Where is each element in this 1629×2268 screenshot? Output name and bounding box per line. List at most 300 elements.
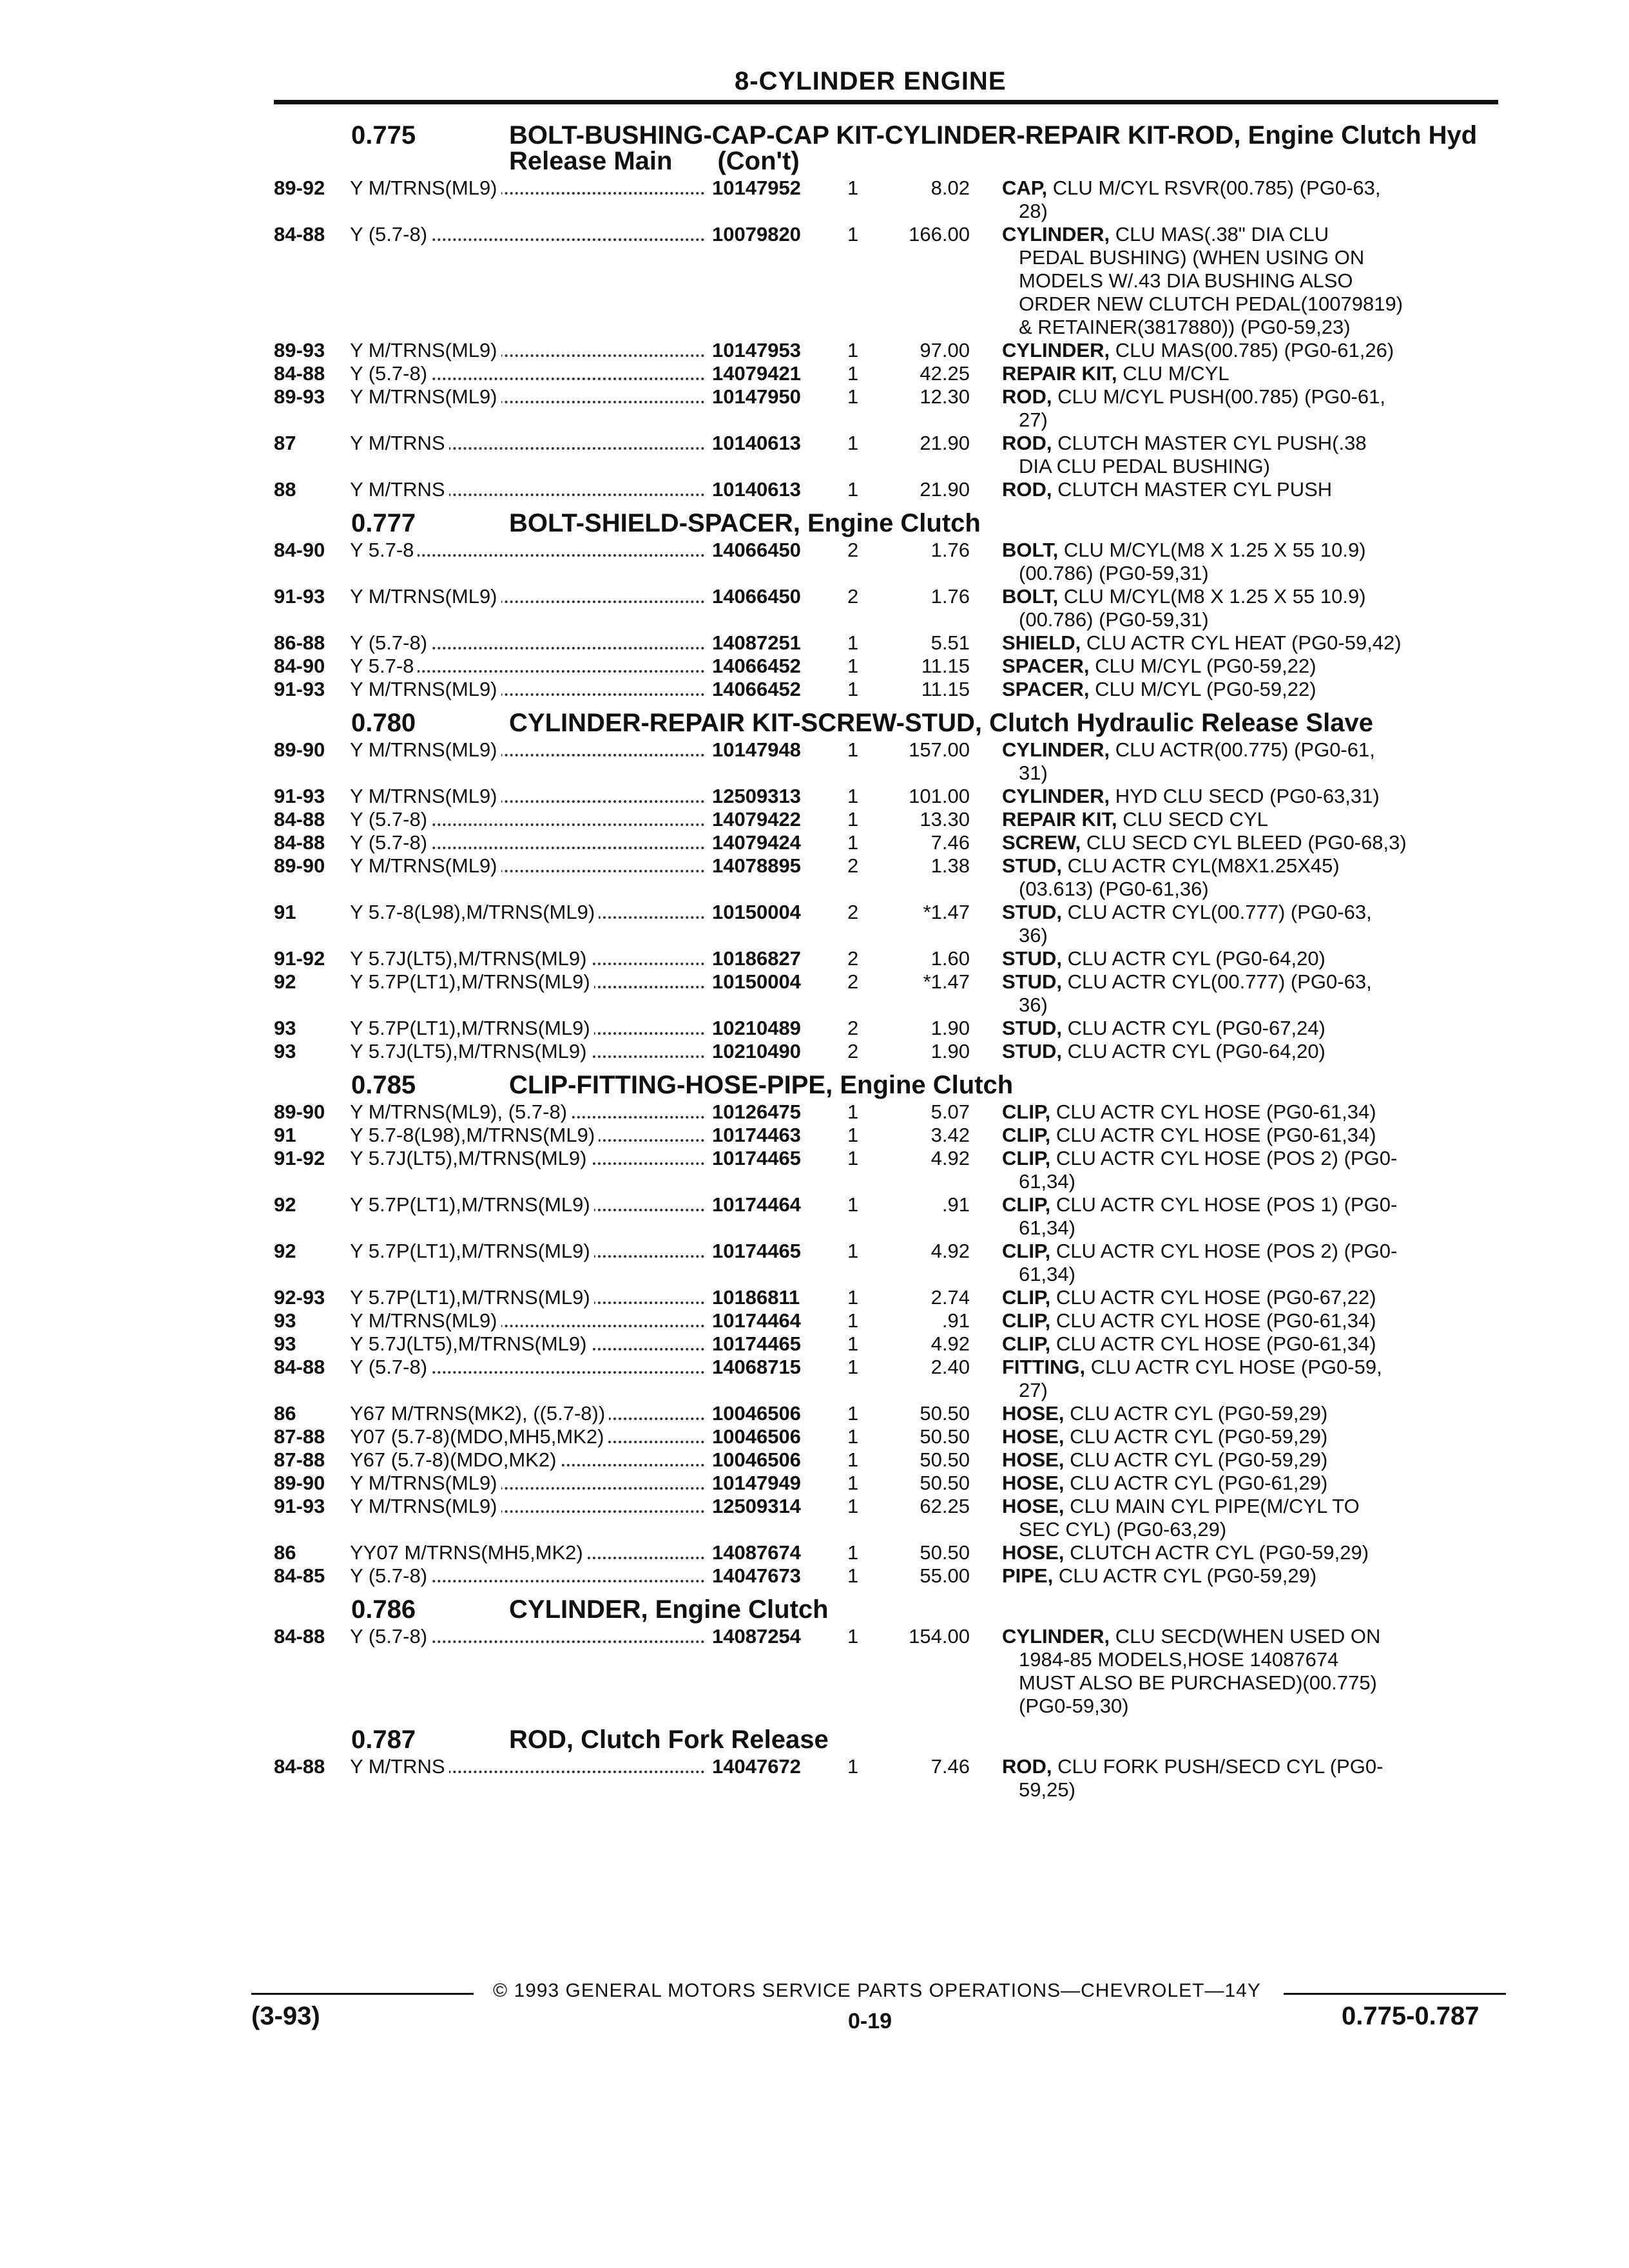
description-text: CLUTCH ACTR CYL (PG0-59,29) bbox=[1070, 1541, 1369, 1564]
part-row bbox=[274, 1472, 1498, 1495]
part-number: 10140613 bbox=[712, 432, 801, 454]
part-description bbox=[1002, 1541, 1479, 1564]
part-name: CLIP, bbox=[1002, 1286, 1051, 1309]
part-description bbox=[1002, 177, 1479, 223]
model-year: 88 bbox=[274, 478, 296, 501]
description-text: CLU ACTR CYL HOSE (PG0-61,34) bbox=[1055, 1100, 1376, 1123]
description-text: CLU MAS(.38" DIA CLU bbox=[1115, 223, 1329, 245]
vehicle-model-text: Y67 M/TRNS(MK2), ((5.7-8)) bbox=[350, 1402, 609, 1425]
part-name: CYLINDER, bbox=[1002, 223, 1110, 245]
price: 50.50 bbox=[920, 1541, 970, 1564]
model-year: 84-85 bbox=[274, 1564, 325, 1587]
part-row bbox=[274, 1332, 1498, 1356]
section-title bbox=[509, 1072, 1498, 1098]
price: 4.92 bbox=[930, 1332, 970, 1355]
vehicle-model-text: Y (5.7-8) bbox=[350, 1625, 431, 1648]
price: 12.30 bbox=[920, 385, 970, 408]
part-name: ROD, bbox=[1002, 1755, 1052, 1778]
description-continuation: MUST ALSO BE PURCHASED)(00.775) bbox=[1019, 1671, 1377, 1694]
price: 7.46 bbox=[930, 831, 970, 854]
vehicle-model bbox=[350, 1425, 712, 1448]
vehicle-model bbox=[350, 1402, 712, 1425]
vehicle-model bbox=[350, 785, 712, 808]
model-year: 87-88 bbox=[274, 1425, 325, 1448]
quantity: 1 bbox=[847, 177, 859, 199]
vehicle-model-text: Y M/TRNS(ML9) bbox=[350, 738, 501, 761]
section-heading bbox=[274, 122, 1498, 174]
quantity: 1 bbox=[847, 1147, 859, 1169]
vehicle-model bbox=[350, 478, 712, 501]
model-year: 84-88 bbox=[274, 808, 325, 831]
vehicle-model bbox=[350, 1356, 712, 1379]
price: 97.00 bbox=[920, 339, 970, 361]
part-description bbox=[1002, 808, 1479, 831]
quantity: 1 bbox=[847, 1564, 859, 1587]
price: 1.90 bbox=[930, 1017, 970, 1039]
description-text: CLU M/CYL(M8 X 1.25 X 55 10.9) bbox=[1063, 585, 1366, 608]
vehicle-model-text: Y (5.7-8) bbox=[350, 1356, 431, 1378]
vehicle-model bbox=[350, 808, 712, 831]
description-continuation: (PG0-59,30) bbox=[1019, 1695, 1129, 1717]
quantity: 1 bbox=[847, 1495, 859, 1517]
description-text: CLU ACTR CYL HOSE (POS 2) (PG0- bbox=[1055, 1240, 1398, 1262]
part-number: 10147950 bbox=[712, 385, 801, 408]
price: 5.51 bbox=[930, 631, 970, 654]
vehicle-model-text: Y (5.7-8) bbox=[350, 831, 431, 854]
part-number: 14068715 bbox=[712, 1356, 801, 1378]
vehicle-model-text: Y 5.7P(LT1),M/TRNS(ML9) bbox=[350, 970, 594, 993]
part-name: CYLINDER, bbox=[1002, 738, 1110, 761]
part-name: CAP, bbox=[1002, 177, 1048, 199]
model-year: 91 bbox=[274, 901, 296, 923]
vehicle-model bbox=[350, 1541, 712, 1564]
quantity: 1 bbox=[847, 1286, 859, 1309]
part-row bbox=[274, 362, 1498, 385]
description-continuation: 59,25) bbox=[1019, 1778, 1075, 1801]
model-year: 93 bbox=[274, 1017, 296, 1039]
price: 1.90 bbox=[930, 1040, 970, 1062]
part-number: 10147949 bbox=[712, 1472, 801, 1494]
vehicle-model-text: Y 5.7P(LT1),M/TRNS(ML9) bbox=[350, 1193, 594, 1216]
description-continuation: 28) bbox=[1019, 200, 1048, 222]
part-row bbox=[274, 1541, 1498, 1564]
part-description bbox=[1002, 901, 1479, 947]
quantity: 1 bbox=[847, 1356, 859, 1378]
vehicle-model bbox=[350, 1100, 712, 1124]
part-description bbox=[1002, 1100, 1479, 1124]
quantity: 1 bbox=[847, 478, 859, 501]
part-description bbox=[1002, 585, 1479, 631]
part-name: HOSE, bbox=[1002, 1495, 1065, 1517]
description-continuation: (00.786) (PG0-59,31) bbox=[1019, 562, 1209, 584]
section-heading bbox=[274, 1072, 1498, 1098]
part-row bbox=[274, 539, 1498, 585]
description-text: CLU ACTR CYL HEAT (PG0-59,42) bbox=[1086, 631, 1402, 654]
part-description bbox=[1002, 831, 1479, 854]
section-rows bbox=[274, 1755, 1498, 1802]
description-text: CLU ACTR CYL (PG0-59,29) bbox=[1070, 1448, 1328, 1471]
vehicle-model-text: Y M/TRNS(ML9) bbox=[350, 1309, 501, 1332]
part-number: 10079820 bbox=[712, 223, 801, 245]
footer-copyright: © 1993 GENERAL MOTORS SERVICE PARTS OPERATIONS—CHEVROLET—14Y bbox=[493, 1980, 1261, 2001]
description-text: CLU ACTR CYL(00.777) (PG0-63, bbox=[1067, 970, 1372, 993]
part-number: 10140613 bbox=[712, 478, 801, 501]
price: 1.38 bbox=[930, 854, 970, 877]
section-title bbox=[509, 122, 1498, 174]
description-text: CLU ACTR CYL HOSE (POS 1) (PG0- bbox=[1055, 1193, 1398, 1216]
quantity: 2 bbox=[847, 947, 859, 970]
part-name: REPAIR KIT, bbox=[1002, 808, 1117, 831]
model-year: 89-90 bbox=[274, 1100, 325, 1123]
description-text: CLUTCH MASTER CYL PUSH bbox=[1057, 478, 1333, 501]
section-code: 0.787 bbox=[351, 1725, 416, 1754]
part-description bbox=[1002, 970, 1479, 1017]
part-number: 14078895 bbox=[712, 854, 801, 877]
catalog-section bbox=[274, 1072, 1498, 1588]
part-description bbox=[1002, 223, 1479, 339]
part-number: 10046506 bbox=[712, 1448, 801, 1471]
part-row bbox=[274, 1100, 1498, 1124]
description-continuation: 36) bbox=[1019, 994, 1048, 1016]
quantity: 2 bbox=[847, 854, 859, 877]
quantity: 1 bbox=[847, 223, 859, 245]
parts-listing bbox=[274, 116, 1498, 1802]
vehicle-model-text: Y M/TRNS bbox=[350, 478, 449, 501]
footer-page-number: 0-19 bbox=[848, 2009, 892, 2033]
price: 3.42 bbox=[930, 1124, 970, 1146]
quantity: 1 bbox=[847, 1625, 859, 1648]
model-year: 86 bbox=[274, 1541, 296, 1564]
description-text: CLU ACTR CYL (PG0-59,29) bbox=[1070, 1402, 1328, 1425]
quantity: 1 bbox=[847, 1309, 859, 1332]
quantity: 1 bbox=[847, 738, 859, 761]
part-row bbox=[274, 223, 1498, 339]
part-row bbox=[274, 738, 1498, 785]
price: 4.92 bbox=[930, 1240, 970, 1262]
quantity: 1 bbox=[847, 1755, 859, 1778]
part-name: ROD, bbox=[1002, 432, 1052, 454]
vehicle-model-text: Y M/TRNS(ML9) bbox=[350, 1495, 501, 1517]
description-text: CLU FORK PUSH/SECD CYL (PG0- bbox=[1057, 1755, 1383, 1778]
model-year: 91-92 bbox=[274, 947, 325, 970]
part-number: 10046506 bbox=[712, 1425, 801, 1448]
model-year: 91-93 bbox=[274, 585, 325, 608]
part-number: 10147948 bbox=[712, 738, 801, 761]
part-row bbox=[274, 678, 1498, 701]
price: 42.25 bbox=[920, 362, 970, 385]
part-description bbox=[1002, 1448, 1479, 1472]
vehicle-model-text: Y M/TRNS bbox=[350, 1755, 449, 1778]
quantity: 1 bbox=[847, 655, 859, 677]
part-name: ROD, bbox=[1002, 385, 1052, 408]
part-number: 14066450 bbox=[712, 539, 801, 561]
vehicle-model bbox=[350, 1755, 712, 1778]
part-name: SPACER, bbox=[1002, 655, 1090, 677]
quantity: 1 bbox=[847, 385, 859, 408]
section-continued-note: (Con't) bbox=[717, 147, 800, 175]
part-number: 10174465 bbox=[712, 1147, 801, 1169]
description-text: CLU M/CYL(M8 X 1.25 X 55 10.9) bbox=[1063, 539, 1366, 561]
vehicle-model-text: Y M/TRNS(ML9) bbox=[350, 854, 501, 877]
part-number: 10126475 bbox=[712, 1100, 801, 1123]
model-year: 93 bbox=[274, 1040, 296, 1062]
part-description bbox=[1002, 1402, 1479, 1425]
quantity: 1 bbox=[847, 1193, 859, 1216]
part-row bbox=[274, 1564, 1498, 1588]
part-row bbox=[274, 1240, 1498, 1286]
part-name: STUD, bbox=[1002, 970, 1062, 993]
price: 50.50 bbox=[920, 1472, 970, 1494]
part-row bbox=[274, 1425, 1498, 1448]
description-text: CLU M/CYL (PG0-59,22) bbox=[1095, 655, 1316, 677]
vehicle-model-text: Y 5.7J(LT5),M/TRNS(ML9) bbox=[350, 1332, 590, 1355]
quantity: 2 bbox=[847, 970, 859, 993]
description-text: CLU ACTR CYL (PG0-67,24) bbox=[1067, 1017, 1325, 1039]
part-number: 10174464 bbox=[712, 1309, 801, 1332]
part-description bbox=[1002, 1040, 1479, 1063]
part-name: STUD, bbox=[1002, 1017, 1062, 1039]
part-description bbox=[1002, 1425, 1479, 1448]
vehicle-model-text: Y 5.7-8(L98),M/TRNS(ML9) bbox=[350, 1124, 599, 1146]
description-text: CLUTCH MASTER CYL PUSH(.38 bbox=[1057, 432, 1367, 454]
quantity: 1 bbox=[847, 678, 859, 700]
vehicle-model bbox=[350, 631, 712, 655]
vehicle-model-text: Y (5.7-8) bbox=[350, 1564, 431, 1587]
part-row bbox=[274, 339, 1498, 362]
model-year: 89-90 bbox=[274, 854, 325, 877]
part-description bbox=[1002, 1147, 1479, 1193]
model-year: 91-93 bbox=[274, 678, 325, 700]
part-description bbox=[1002, 631, 1479, 655]
vehicle-model-text: Y 5.7-8 bbox=[350, 655, 418, 677]
vehicle-model-text: Y 5.7-8 bbox=[350, 539, 418, 561]
part-row bbox=[274, 1755, 1498, 1802]
quantity: 1 bbox=[847, 1100, 859, 1123]
description-continuation: & RETAINER(3817880)) (PG0-59,23) bbox=[1019, 316, 1351, 338]
vehicle-model-text: Y 5.7P(LT1),M/TRNS(ML9) bbox=[350, 1017, 594, 1039]
vehicle-model-text: Y M/TRNS(ML9) bbox=[350, 678, 501, 700]
part-name: CLIP, bbox=[1002, 1147, 1051, 1169]
description-continuation: MODELS W/.43 DIA BUSHING ALSO bbox=[1019, 269, 1353, 292]
vehicle-model bbox=[350, 362, 712, 385]
part-number: 10150004 bbox=[712, 901, 801, 923]
part-number: 10210489 bbox=[712, 1017, 801, 1039]
price: 8.02 bbox=[930, 177, 970, 199]
price: 1.60 bbox=[930, 947, 970, 970]
part-name: HOSE, bbox=[1002, 1472, 1065, 1494]
description-text: HYD CLU SECD (PG0-63,31) bbox=[1115, 785, 1380, 807]
model-year: 84-88 bbox=[274, 1356, 325, 1378]
part-row bbox=[274, 1040, 1498, 1063]
description-text: CLU ACTR(00.775) (PG0-61, bbox=[1115, 738, 1375, 761]
vehicle-model bbox=[350, 738, 712, 762]
description-text: CLU ACTR CYL HOSE (PG0-67,22) bbox=[1055, 1286, 1376, 1309]
section-heading bbox=[274, 1727, 1498, 1753]
model-year: 84-90 bbox=[274, 655, 325, 677]
vehicle-model-text: Y M/TRNS(ML9) bbox=[350, 785, 501, 807]
part-description bbox=[1002, 1495, 1479, 1541]
part-name: CLIP, bbox=[1002, 1193, 1051, 1216]
part-number: 10174465 bbox=[712, 1240, 801, 1262]
part-number: 14079422 bbox=[712, 808, 801, 831]
vehicle-model-text: Y M/TRNS bbox=[350, 432, 449, 454]
price: 2.40 bbox=[930, 1356, 970, 1378]
quantity: 1 bbox=[847, 1240, 859, 1262]
part-number: 14079424 bbox=[712, 831, 801, 854]
part-row bbox=[274, 1402, 1498, 1425]
section-rows bbox=[274, 738, 1498, 1063]
description-continuation: 61,34) bbox=[1019, 1216, 1075, 1239]
model-year: 92-93 bbox=[274, 1286, 325, 1309]
section-heading bbox=[274, 510, 1498, 536]
part-description bbox=[1002, 1625, 1479, 1718]
part-number: 14079421 bbox=[712, 362, 801, 385]
vehicle-model bbox=[350, 585, 712, 608]
vehicle-model-text: Y M/TRNS(ML9) bbox=[350, 1472, 501, 1494]
catalog-section bbox=[274, 1597, 1498, 1718]
model-year: 89-90 bbox=[274, 1472, 325, 1494]
part-row bbox=[274, 1356, 1498, 1402]
description-text: CLU ACTR CYL(M8X1.25X45) bbox=[1067, 854, 1340, 877]
part-number: 10186827 bbox=[712, 947, 801, 970]
description-text: CLU ACTR CYL (PG0-59,29) bbox=[1058, 1564, 1317, 1587]
price: 50.50 bbox=[920, 1448, 970, 1471]
part-number: 10210490 bbox=[712, 1040, 801, 1062]
vehicle-model bbox=[350, 947, 712, 970]
section-title bbox=[509, 710, 1498, 736]
vehicle-model bbox=[350, 223, 712, 246]
part-description bbox=[1002, 678, 1479, 701]
part-row bbox=[274, 1448, 1498, 1472]
quantity: 1 bbox=[847, 1472, 859, 1494]
part-name: CLIP, bbox=[1002, 1309, 1051, 1332]
vehicle-model-text: Y M/TRNS(ML9) bbox=[350, 385, 501, 408]
part-description bbox=[1002, 947, 1479, 970]
part-number: 12509313 bbox=[712, 785, 801, 807]
part-number: 10174463 bbox=[712, 1124, 801, 1146]
part-row bbox=[274, 1495, 1498, 1541]
part-name: ROD, bbox=[1002, 478, 1052, 501]
description-continuation: 27) bbox=[1019, 408, 1048, 431]
vehicle-model bbox=[350, 655, 712, 678]
part-row bbox=[274, 808, 1498, 831]
model-year: 86 bbox=[274, 1402, 296, 1425]
catalog-section bbox=[274, 1727, 1498, 1802]
vehicle-model bbox=[350, 1240, 712, 1263]
part-number: 14087251 bbox=[712, 631, 801, 654]
description-text: CLU ACTR CYL HOSE (POS 2) (PG0- bbox=[1055, 1147, 1398, 1169]
page-header-title: 8-CYLINDER ENGINE bbox=[735, 67, 1007, 95]
part-row bbox=[274, 585, 1498, 631]
part-row bbox=[274, 1193, 1498, 1240]
description-continuation: 61,34) bbox=[1019, 1263, 1075, 1285]
vehicle-model bbox=[350, 1309, 712, 1332]
price: .91 bbox=[941, 1309, 970, 1332]
part-description bbox=[1002, 478, 1479, 501]
vehicle-model-text: Y (5.7-8) bbox=[350, 223, 431, 245]
quantity: 2 bbox=[847, 1040, 859, 1062]
part-description bbox=[1002, 539, 1479, 585]
part-description bbox=[1002, 1240, 1479, 1286]
price: 11.15 bbox=[921, 678, 970, 700]
part-row bbox=[274, 831, 1498, 854]
vehicle-model bbox=[350, 177, 712, 200]
description-continuation: SEC CYL) (PG0-63,29) bbox=[1019, 1518, 1227, 1541]
part-number: 14047672 bbox=[712, 1755, 801, 1778]
part-name: STUD, bbox=[1002, 947, 1062, 970]
vehicle-model bbox=[350, 1448, 712, 1472]
footer-date: (3-93) bbox=[251, 2002, 320, 2030]
part-name: HOSE, bbox=[1002, 1448, 1065, 1471]
part-description bbox=[1002, 655, 1479, 678]
section-title bbox=[509, 1727, 1498, 1753]
part-row bbox=[274, 1147, 1498, 1193]
description-text: CLU ACTR CYL (PG0-59,29) bbox=[1070, 1425, 1328, 1448]
vehicle-model bbox=[350, 1564, 712, 1588]
price: *1.47 bbox=[923, 970, 970, 993]
section-title-text: BOLT-SHIELD-SPACER, Engine Clutch bbox=[509, 509, 981, 537]
part-name: SCREW, bbox=[1002, 831, 1081, 854]
part-name: HOSE, bbox=[1002, 1541, 1065, 1564]
description-text: CLU M/CYL PUSH(00.785) (PG0-61, bbox=[1057, 385, 1385, 408]
section-heading bbox=[274, 710, 1498, 736]
description-text: CLU ACTR CYL(00.777) (PG0-63, bbox=[1067, 901, 1372, 923]
description-continuation: (03.613) (PG0-61,36) bbox=[1019, 878, 1209, 900]
vehicle-model bbox=[350, 678, 712, 701]
footer-rule-right bbox=[1284, 1993, 1506, 1995]
vehicle-model bbox=[350, 1193, 712, 1216]
description-continuation: 1984-85 MODELS,HOSE 14087674 bbox=[1019, 1648, 1339, 1671]
description-continuation: 27) bbox=[1019, 1379, 1048, 1401]
model-year: 93 bbox=[274, 1332, 296, 1355]
description-continuation: (00.786) (PG0-59,31) bbox=[1019, 608, 1209, 631]
vehicle-model-text: Y 5.7P(LT1),M/TRNS(ML9) bbox=[350, 1240, 594, 1262]
part-row bbox=[274, 655, 1498, 678]
section-rows bbox=[274, 539, 1498, 701]
model-year: 86-88 bbox=[274, 631, 325, 654]
quantity: 1 bbox=[847, 1448, 859, 1471]
model-year: 92 bbox=[274, 1240, 296, 1262]
section-title bbox=[509, 510, 1498, 536]
vehicle-model bbox=[350, 539, 712, 562]
quantity: 2 bbox=[847, 539, 859, 561]
description-text: CLU ACTR CYL (PG0-64,20) bbox=[1067, 1040, 1325, 1062]
part-row bbox=[274, 1124, 1498, 1147]
price: 101.00 bbox=[909, 785, 970, 807]
part-row bbox=[274, 1309, 1498, 1332]
quantity: 1 bbox=[847, 785, 859, 807]
part-name: CLIP, bbox=[1002, 1124, 1051, 1146]
model-year: 91 bbox=[274, 1124, 296, 1146]
quantity: 1 bbox=[847, 1332, 859, 1355]
price: 157.00 bbox=[909, 738, 970, 761]
part-row bbox=[274, 785, 1498, 808]
vehicle-model-text: Y (5.7-8) bbox=[350, 808, 431, 831]
part-description bbox=[1002, 362, 1479, 385]
part-row bbox=[274, 901, 1498, 947]
quantity: 1 bbox=[847, 432, 859, 454]
description-text: CLU ACTR CYL HOSE (PG0-59, bbox=[1090, 1356, 1382, 1378]
quantity: 2 bbox=[847, 1017, 859, 1039]
vehicle-model-text: Y M/TRNS(ML9) bbox=[350, 339, 501, 361]
price: 1.76 bbox=[930, 585, 970, 608]
vehicle-model bbox=[350, 339, 712, 362]
part-number: 10046506 bbox=[712, 1402, 801, 1425]
part-number: 12509314 bbox=[712, 1495, 801, 1517]
part-row bbox=[274, 478, 1498, 501]
part-row bbox=[274, 947, 1498, 970]
section-rows bbox=[274, 177, 1498, 501]
